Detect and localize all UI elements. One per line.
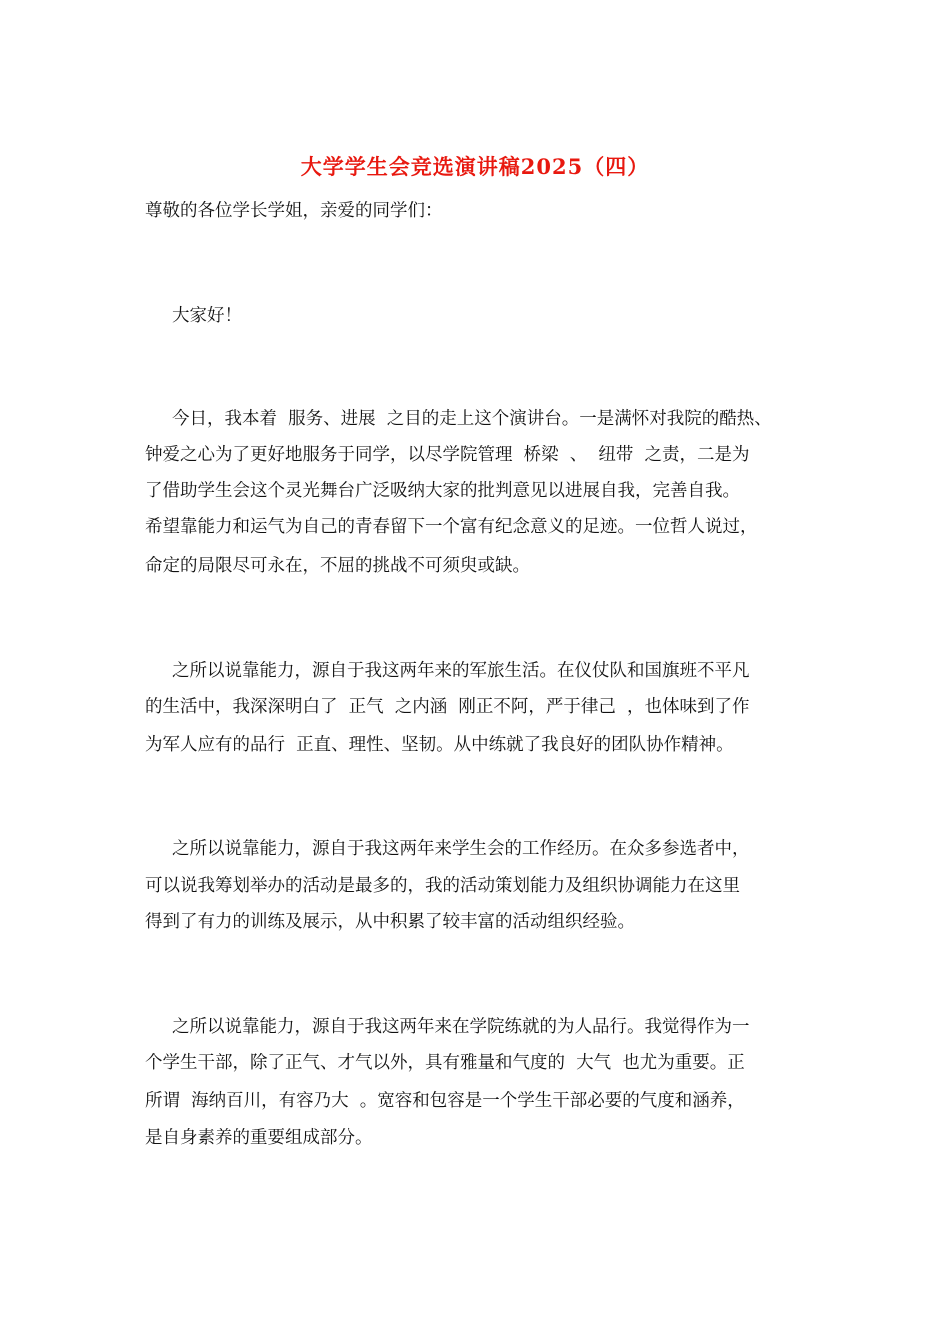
paragraph-1-line-1: 今日，我本着 服务、进展 之目的走上这个演讲台。一是满怀对我院的酷热、 xyxy=(172,409,772,429)
paragraph-3-line-3: 得到了有力的训练及展示，从中积累了较丰富的活动组织经验。 xyxy=(145,912,635,932)
paragraph-1-line-5: 命定的局限尽可永在，不屈的挑战不可须臾或缺。 xyxy=(145,556,530,576)
paragraph-1-line-3: 了借助学生会这个灵光舞台广泛吸纳大家的批判意见以进展自我，完善自我。 xyxy=(145,481,740,501)
paragraph-3-line-2: 可以说我筹划举办的活动是最多的，我的活动策划能力及组织协调能力在这里 xyxy=(145,876,740,896)
salutation: 大家好！ xyxy=(172,306,242,326)
paragraph-3-line-1: 之所以说靠能力，源自于我这两年来学生会的工作经历。在众多参选者中， xyxy=(172,839,750,859)
paragraph-1-line-4: 希望靠能力和运气为自己的青春留下一个富有纪念意义的足迹。一位哲人说过， xyxy=(145,517,758,537)
paragraph-4-line-1: 之所以说靠能力，源自于我这两年来在学院练就的为人品行。我觉得作为一 xyxy=(172,1017,750,1037)
document-title: 大学学生会竞选演讲稿2025（四） xyxy=(300,154,650,179)
paragraph-2-line-3: 为军人应有的品行 正直、理性、坚韧。从中练就了我良好的团队协作精神。 xyxy=(145,735,734,755)
paragraph-2-line-1: 之所以说靠能力，源自于我这两年来的军旅生活。在仪仗队和国旗班不平凡 xyxy=(172,661,750,681)
paragraph-2-line-2: 的生活中，我深深明白了 正气 之内涵 刚正不阿，严于律己 ，也体味到了作 xyxy=(145,697,750,717)
paragraph-4-line-3: 所谓 海纳百川，有容乃大 。宽容和包容是一个学生干部必要的气度和涵养， xyxy=(145,1091,745,1111)
paragraph-1-line-2: 钟爱之心为了更好地服务于同学，以尽学院管理 桥梁 、 纽带 之责，二是为 xyxy=(145,445,750,465)
paragraph-4-line-2: 个学生干部，除了正气、才气以外，具有雅量和气度的 大气 也尤为重要。正 xyxy=(145,1053,745,1073)
paragraph-4-line-4: 是自身素养的重要组成部分。 xyxy=(145,1128,373,1148)
greeting: 尊敬的各位学长学姐，亲爱的同学们： xyxy=(145,201,443,221)
